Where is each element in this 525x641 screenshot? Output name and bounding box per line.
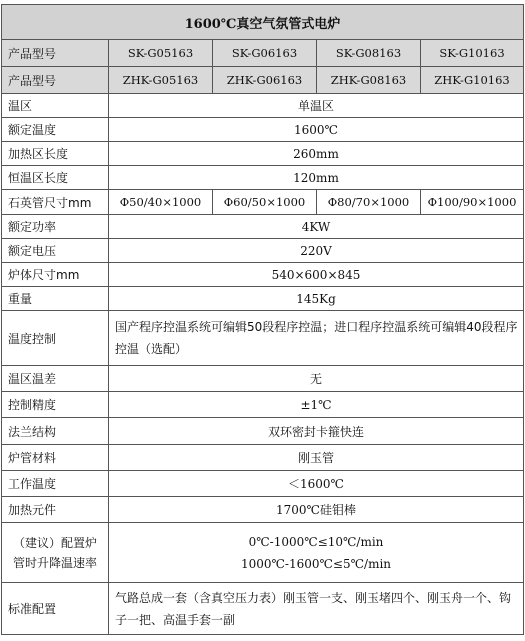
row-rated-temp	[2, 118, 524, 142]
rate-label-line2: 管时升降温速率	[12, 555, 97, 570]
row-value	[109, 523, 524, 583]
row-standard-config	[2, 583, 524, 635]
model-cell: ZHK-G06163	[213, 67, 317, 94]
model-cell: SK-G08163	[317, 40, 421, 67]
row-value: 单温区	[109, 94, 524, 118]
tube-size-cell: Φ60/50×1000	[213, 190, 317, 215]
row-heater	[2, 497, 524, 523]
row-value: ±1℃	[109, 392, 524, 418]
row-label: 重量	[2, 287, 109, 311]
row-label: 产品型号	[2, 40, 109, 67]
model-row-zhk	[2, 67, 524, 94]
rate-line1: 0℃-1000℃≤10℃/min	[248, 534, 384, 549]
row-label: 加热区长度	[2, 142, 109, 166]
row-value: 145Kg	[109, 287, 524, 311]
row-value: 260mm	[109, 142, 524, 166]
row-label: 标准配置	[2, 583, 109, 635]
row-label: 炉体尺寸mm	[2, 263, 109, 287]
row-value: ＜1600℃	[109, 471, 524, 497]
row-label: 控制精度	[2, 392, 109, 418]
row-label: 恒温区长度	[2, 166, 109, 190]
row-value: 气路总成一套（含真空压力表）刚玉管一支、刚玉堵四个、刚玉舟一个、钩子一把、高温手套一副	[109, 583, 524, 635]
row-label	[2, 523, 109, 583]
row-voltage	[2, 239, 524, 263]
row-weight	[2, 287, 524, 311]
row-label: 工作温度	[2, 471, 109, 497]
row-heat-length	[2, 142, 524, 166]
row-zone	[2, 94, 524, 118]
row-label: 法兰结构	[2, 418, 109, 445]
model-cell: ZHK-G05163	[109, 67, 213, 94]
row-tube-material	[2, 445, 524, 471]
row-label: 温区温差	[2, 366, 109, 392]
tube-size-cell: Φ100/90×1000	[421, 190, 524, 215]
model-cell: ZHK-G10163	[421, 67, 524, 94]
row-value: 国产程序控温系统可编辑50段程序控温；进口程序控温系统可编辑40段程序控温（选配）	[109, 311, 524, 366]
row-value: 无	[109, 366, 524, 392]
row-tube-size	[2, 190, 524, 215]
row-label: 额定温度	[2, 118, 109, 142]
row-precision	[2, 392, 524, 418]
row-value: 120mm	[109, 166, 524, 190]
row-value: 540×600×845	[109, 263, 524, 287]
row-zone-diff	[2, 366, 524, 392]
row-temp-control	[2, 311, 524, 366]
spec-table	[1, 4, 524, 635]
spec-table-wrapper	[1, 4, 523, 635]
model-cell: SK-G10163	[421, 40, 524, 67]
row-value: 1600℃	[109, 118, 524, 142]
row-heating-rate	[2, 523, 524, 583]
row-value: 刚玉管	[109, 445, 524, 471]
row-value: 1700℃硅钼棒	[109, 497, 524, 523]
model-cell: SK-G06163	[213, 40, 317, 67]
tube-size-cell: Φ80/70×1000	[317, 190, 421, 215]
row-label: 炉管材料	[2, 445, 109, 471]
row-flange	[2, 418, 524, 445]
rate-label-line1: （建议）配置炉	[12, 535, 97, 550]
model-cell: ZHK-G08163	[317, 67, 421, 94]
row-value: 双环密封卡箍快连	[109, 418, 524, 445]
table-title: 1600℃真空气氛管式电炉	[2, 5, 524, 40]
title-row	[2, 5, 524, 40]
row-body-size	[2, 263, 524, 287]
model-row-sk	[2, 40, 524, 67]
row-value: 4KW	[109, 215, 524, 239]
row-work-temp	[2, 471, 524, 497]
row-power	[2, 215, 524, 239]
model-cell: SK-G05163	[109, 40, 213, 67]
row-value: 220V	[109, 239, 524, 263]
row-label: 产品型号	[2, 67, 109, 94]
tube-size-cell: Φ50/40×1000	[109, 190, 213, 215]
row-label: 温区	[2, 94, 109, 118]
row-label: 额定功率	[2, 215, 109, 239]
row-label: 石英管尺寸mm	[2, 190, 109, 215]
row-label: 额定电压	[2, 239, 109, 263]
row-label: 加热元件	[2, 497, 109, 523]
row-label: 温度控制	[2, 311, 109, 366]
row-const-length	[2, 166, 524, 190]
rate-line2: 1000℃-1600℃≤5℃/min	[240, 556, 392, 571]
